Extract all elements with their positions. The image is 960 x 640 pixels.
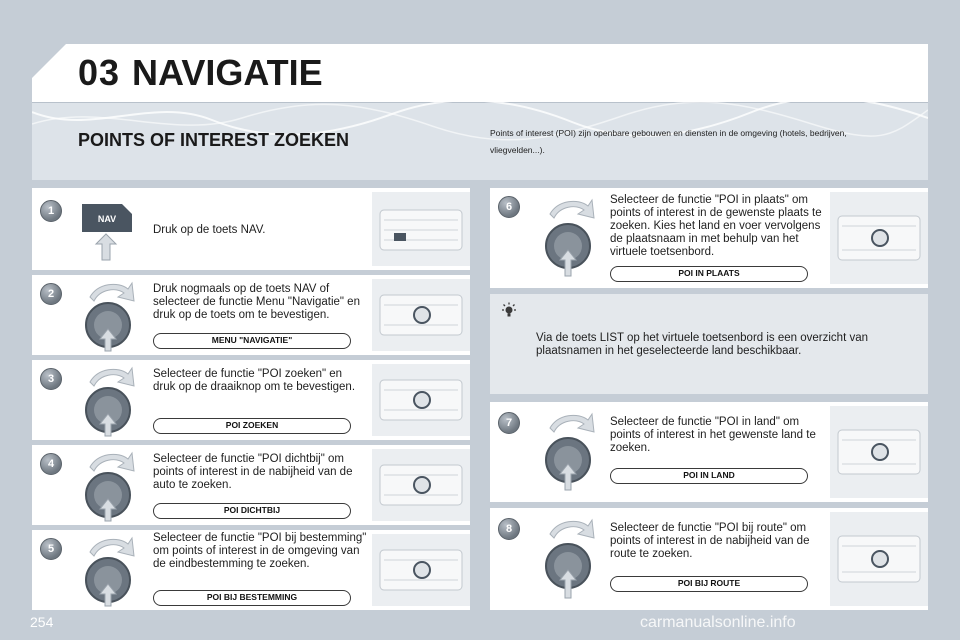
step-card-1 [32,188,470,270]
step-card-8 [490,508,928,610]
step-card-7 [490,402,928,502]
page-number: 254 [30,614,54,630]
step-text: Selecteer de functie "POI zoeken" en druk op de draaiknop om te bevestigen. [153,368,356,393]
step-text: Selecteer de functie "POI bij route" om points of interest in de nabijheid van de route te zoeken. [610,522,810,560]
device-panel [372,192,470,266]
menu-label: POI BIJ BESTEMMING [153,590,351,606]
device-panel [830,512,928,606]
step-badge: 3 [40,368,62,390]
rotary-knob-icon [78,534,140,608]
menu-label: POI IN LAND [610,468,808,484]
step-badge: 6 [498,196,520,218]
step-badge: 7 [498,412,520,434]
section-title: POINTS OF INTEREST ZOEKEN [78,130,350,150]
step-text: Druk nogmaals op de toets NAV of selecteer de functie Menu "Navigatie" en druk op de toets om te bevestigen. [153,283,360,321]
step-text: Selecteer de functie "POI bij bestemming" om points of interest in de omgeving van de eindbestemming te zoeken. [153,532,367,570]
step-badge: 5 [40,538,62,560]
step-text: Selecteer de functie "POI in land" om points of interest in het gewenste land te zoeken. [610,416,816,454]
nav-button-icon [76,200,140,262]
step-card-5 [32,530,470,610]
step-card-6 [490,188,928,288]
nav-button-label: NAV [97,214,117,224]
step-badge: 2 [40,283,62,305]
rotary-knob-icon [538,408,600,492]
tip-card [490,294,928,394]
watermark: carmanualsonline.info [640,614,796,631]
step-card-4 [32,445,470,525]
rotary-knob-icon [78,449,140,523]
chapter-number: 03 [78,52,121,93]
device-panel [830,192,928,284]
device-panel [372,364,470,436]
rotary-knob-icon [538,514,600,600]
device-panel [372,279,470,351]
rotary-knob-icon [538,194,600,278]
menu-label: POI IN PLAATS [610,266,808,282]
step-card-3 [32,360,470,440]
intro-text: Points of interest (POI) zijn openbare gebouwen en diensten in de omgeving (hotels, bedrijven, vliegvelden...). [490,128,847,155]
device-panel [830,406,928,498]
rotary-knob-icon [78,279,140,353]
rotary-knob-icon [78,364,140,438]
device-panel [372,449,470,521]
menu-label: POI DICHTBIJ [153,503,351,519]
step-badge: 1 [40,200,62,222]
chapter-title: NAVIGATIE [132,52,323,93]
menu-label: MENU "NAVIGATIE" [153,333,351,349]
step-badge: 8 [498,518,520,540]
step-card-2 [32,275,470,355]
lightbulb-icon [500,302,518,320]
step-text: Druk op de toets NAV. [153,224,266,236]
step-badge: 4 [40,453,62,475]
tip-text: Via de toets LIST op het virtuele toetsenbord is een overzicht van plaatsnamen in het geselecteerde land beschikbaar. [536,332,869,357]
header-fold [32,44,66,78]
menu-label: POI BIJ ROUTE [610,576,808,592]
menu-label: POI ZOEKEN [153,418,351,434]
step-text: Selecteer de functie "POI dichtbij" om points of interest in de nabijheid van de auto te zoeken. [153,453,353,491]
step-text: Selecteer de functie "POI in plaats" om points of interest in de gewenste plaats te zoeken. Kies het land en voer vervolgens de plaatsnaam in met behulp van het virtuele toetsenbord. [610,194,822,258]
device-panel [372,534,470,606]
